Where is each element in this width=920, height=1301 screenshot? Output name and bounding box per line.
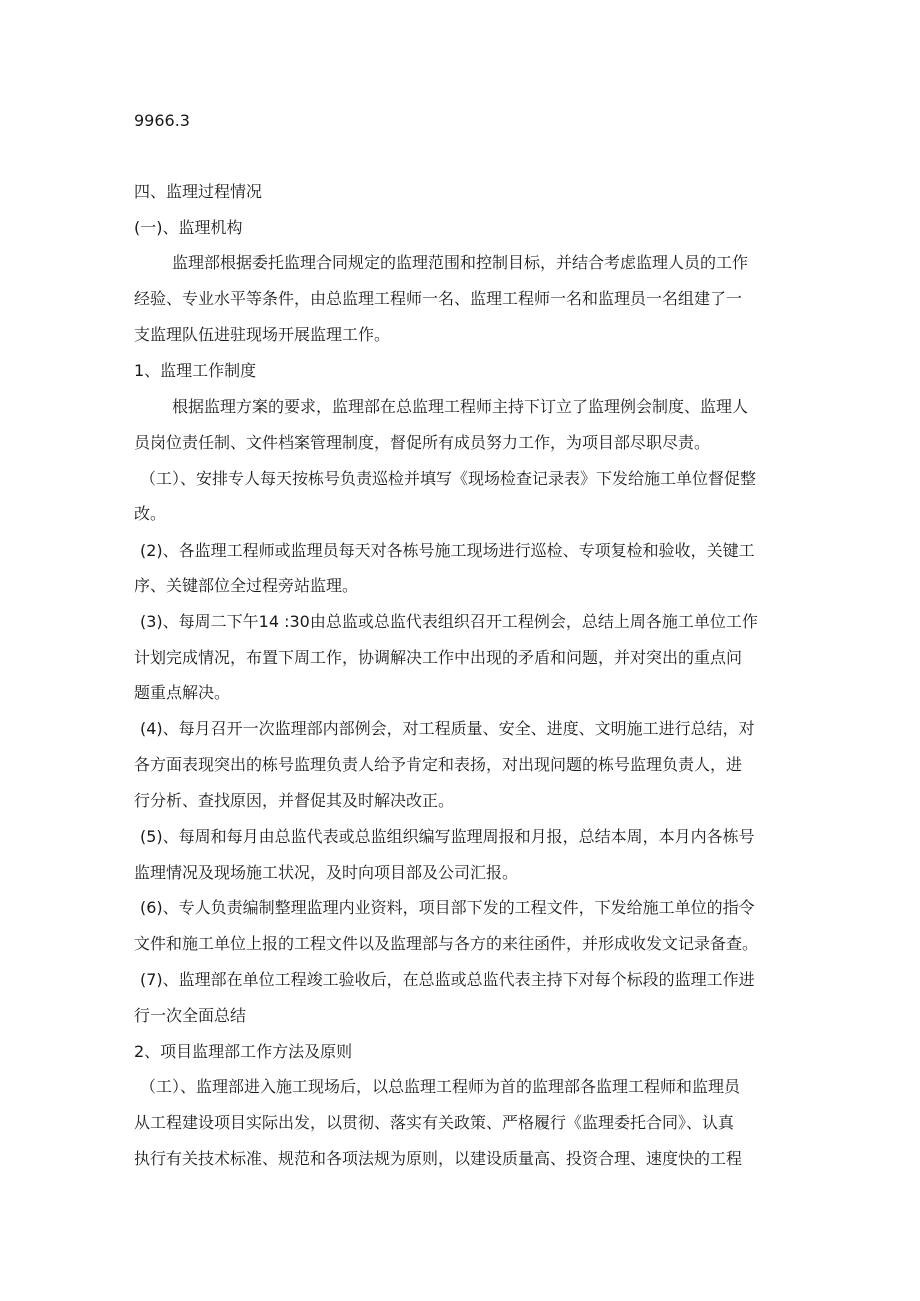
list-item-line: 计划完成情况，布置下周工作，协调解决工作中出现的矛盾和问题，并对突出的重点问 bbox=[134, 648, 743, 667]
list-item-line: 监理情况及现场施工状况，及时向项目部及公司汇报。 bbox=[134, 863, 519, 882]
list-item-line: 序、关键部位全过程旁站监理。 bbox=[134, 576, 359, 595]
paragraph-line: 从工程建设项目实际出发，以贯彻、落实有关政策、严格履行《监理委托合同》、认真 bbox=[134, 1113, 735, 1132]
paragraph-line: 执行有关技术标准、规范和各项法规为原则，以建设质量高、投资合理、速度快的工程 bbox=[134, 1149, 743, 1168]
paragraph-line: 员岗位责任制、文件档案管理制度，督促所有成员努力工作，为项目部尽职尽责。 bbox=[134, 433, 711, 452]
list-item-line: 行一次全面总结 bbox=[134, 1006, 247, 1025]
list-item-line: (2)、各监理工程师或监理员每天对各栋号施工现场进行巡检、专项复检和验收，关键工 bbox=[140, 541, 755, 560]
list-item-line: 行分析、查找原因，并督促其及时解决改正。 bbox=[134, 791, 455, 810]
list-item-line: (7)、监理部在单位工程竣工验收后，在总监或总监代表主持下对每个标段的监理工作进 bbox=[140, 970, 755, 989]
list-item-line: 各方面表现突出的栋号监理负责人给予肯定和表扬，对出现问题的栋号监理负责人，进 bbox=[134, 755, 743, 774]
list-item-line: 改。 bbox=[134, 504, 167, 523]
paragraph-line: （工）、监理部进入施工现场后，以总监理工程师为首的监理部各监理工程师和监理员 bbox=[140, 1077, 741, 1096]
paragraph-line: 监理部根据委托监理合同规定的监理范围和控制目标，并结合考虑监理人员的工作 bbox=[172, 253, 749, 272]
list-item-line: (5)、每周和每月由总监代表或总监组织编写监理周报和月报，总结本周，本月内各栋号 bbox=[140, 827, 755, 846]
list-item-line: (3)、每周二下午14 :30由总监或总监代表组织召开工程例会，总结上周各施工单位工作 bbox=[140, 612, 758, 631]
heading-methods: 2、项目监理部工作方法及原则 bbox=[134, 1042, 353, 1061]
list-item-line: (4)、每月召开一次监理部内部例会，对工程质量、安全、进度、文明施工进行总结，对 bbox=[140, 719, 755, 738]
paragraph-line: 经验、专业水平等条件，由总监理工程师一名、监理工程师一名和监理员一名组建了一 bbox=[134, 289, 743, 308]
list-item-line: 题重点解决。 bbox=[134, 683, 231, 702]
paragraph-line: 支监理队伍进驻现场开展监理工作。 bbox=[134, 325, 391, 344]
list-item-line: (6)、专人负责编制整理监理内业资料，项目部下发的工程文件，下发给施工单位的指令 bbox=[140, 898, 755, 917]
paragraph-line: 根据监理方案的要求，监理部在总监理工程师主持下订立了监理例会制度、监理人 bbox=[172, 397, 749, 416]
list-item-line: 文件和施工单位上报的工程文件以及监理部与各方的来往函件，并形成收发文记录备查。 bbox=[134, 934, 759, 953]
list-item-line: （工）、安排专人每天按栋号负责巡检并填写《现场检查记录表》下发给施工单位督促整 bbox=[140, 469, 757, 488]
header-number: 9966.3 bbox=[134, 111, 190, 130]
heading-work-system: 1、监理工作制度 bbox=[134, 361, 257, 380]
subsection-title: (一)、监理机构 bbox=[134, 218, 243, 237]
section-title: 四、监理过程情况 bbox=[134, 182, 263, 201]
